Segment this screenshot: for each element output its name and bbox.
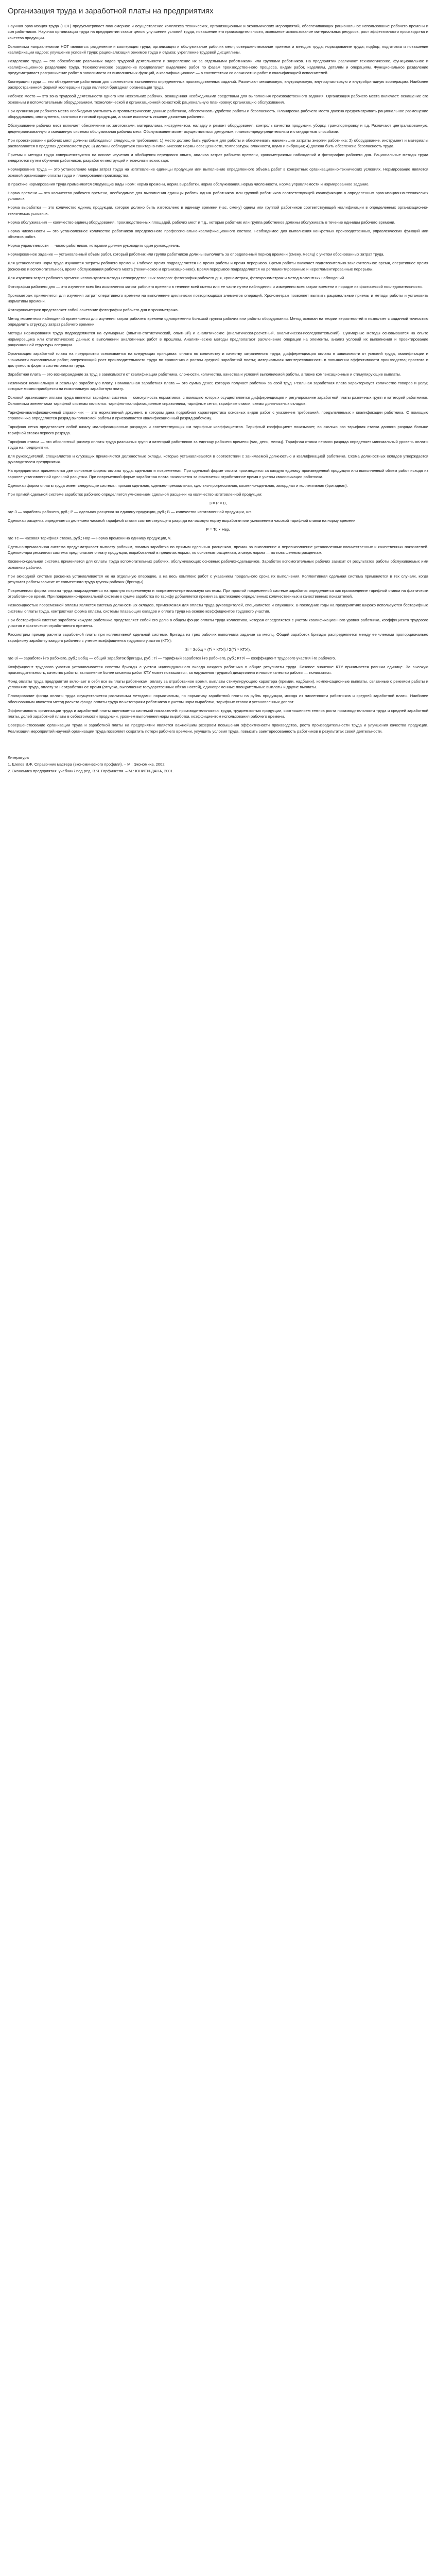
paragraph: Тарифно-квалификационный справочник — это нормативный документ, в котором дана подробная характеристика основных видов работ с указанием требований, предъявляемых к квалификации работника. С помощью справочника определяется разряд выполняемой работы и присваивается квалификационный разряд рабочему. xyxy=(8,410,428,421)
paragraph: Рассмотрим пример расчета заработной платы при коллективной сдельной системе. Бригада из трех рабочих выполнила задание за месяц. Общий заработок бригады распределяется между ее членами пропорционально тарифному заработку каждого рабочего с учетом коэффициента трудового участия (КТУ): xyxy=(8,632,428,643)
paragraph: Тарифная ставка — это абсолютный размер оплаты труда различных групп и категорий работников за единицу рабочего времени (час, день, месяц). Тарифная ставка первого разряда определяет минимальный уровень оплаты труда на предприятии. xyxy=(8,439,428,450)
paragraph: Коэффициент трудового участия устанавливается советом бригады с учетом индивидуального вклада каждого работника в общие результаты труда. Базовое значение КТУ принимается равным единице. За высокую производительность, качество работы, выполнение более сложных работ КТУ может повышаться, за нарушения трудовой дисциплины и низкое качество работы — понижаться. xyxy=(8,664,428,675)
paragraph: Норма численности — это установленное количество работников определенного профессионально-квалификационного состава, необходимое для выполнения конкретных производственных, управленческих функций или объемов работ. xyxy=(8,228,428,240)
paragraph: Кооперация труда — это объединение работников для совместного выполнения определенных производственных заданий. Различают межцеховую, внутрицеховую, внутриучастковую и внутрибригадную кооперацию. Наиболее распространенной формой кооперации труда является бригадная организация труда. xyxy=(8,79,428,90)
paragraph: Фотохронометраж представляет собой сочетание фотографии рабочего дня и хронометража. xyxy=(8,307,179,312)
paragraph: Косвенно-сдельная система применяется для оплаты труда вспомогательных рабочих, обслуживающих основных рабочих-сдельщиков. Заработок вспомогательных рабочих зависит от результатов работы обслуживаемых ими основных рабочих. xyxy=(8,559,428,570)
paragraph: Норма управляемости — число работников, которыми должен руководить один руководитель. xyxy=(8,243,180,248)
paragraph: При организации рабочего места необходимо учитывать антропометрические данные работника, обеспечивать удобство работы и безопасность. Планировка рабочего места должна предусматривать рациональное размещение оборудования, инструмента, заготовок и готовой продукции, а также исключать лишние движения рабочего. xyxy=(8,108,428,120)
paragraph: Нормированное задание — установленный объем работ, который работник или группа работников должны выполнить за определенный период времени (смену, месяц) с учетом обоснованных затрат труда. xyxy=(8,252,385,257)
paragraph: Основными направлениями НОТ являются: разделение и кооперация труда; организация и обслуживание рабочих мест; совершенствование приемов и методов труда; нормирование труда; подбор, подготовка и повышение квалификации кадров; улучшение условий труда; рационализация режимов труда и отдыха; укрепление трудовой дисциплины. xyxy=(8,44,428,55)
document xyxy=(0,0,436,786)
paragraph: При бестарифной системе заработок каждого работника представляет собой его долю в общем фонде оплаты труда коллектива, которая определяется с учетом квалификационного уровня работника, коэффициента трудового участия и фактически отработанного времени. xyxy=(8,617,428,629)
paragraph: Норма обслуживания — количество единиц оборудования, производственных площадей, рабочих мест и т.д., которые работник или группа работников должны обслуживать в течение единицы рабочего времени. xyxy=(8,219,395,225)
page-title: Организация труда и заработной платы на предприятиях xyxy=(8,7,214,15)
paragraph: Совершенствование организации труда и заработной платы на предприятии является важнейшим резервом повышения эффективности производства, роста производительности труда и улучшения качества продукции. Реализация мероприятий научной организации труда позволяет сократить потери рабочего времени, улучшить условия труда, повысить заинтересованность работников в результатах своей деятельности. xyxy=(8,723,428,734)
literature-heading: Литература xyxy=(8,755,29,760)
paragraph: где Тс — часовая тарифная ставка, руб.; Нвр — норма времени на единицу продукции, ч. xyxy=(8,535,171,540)
paragraph: Различают номинальную и реальную заработную плату. Номинальная заработная плата — это сумма денег, которую получает работник за свой труд. Реальная заработная плата характеризует количество товаров и услуг, которые можно приобрести на номинальную заработную плату. xyxy=(8,380,428,392)
paragraph: Сдельно-премиальная система предусматривает выплату рабочим, помимо заработка по прямым сдельным расценкам, премии за выполнение и перевыполнение установленных количественных и качественных показателей. Сдельно-прогрессивная система предполагает оплату продукции, выработанной в пределах нормы, по основным расценкам, а сверх нормы — по повышенным расценкам. xyxy=(8,544,428,555)
paragraph: При проектировании рабочих мест должны соблюдаться следующие требования: 1) место должно быть удобным для работы и обеспечивать наименьшие затраты энергии работника; 2) оборудование, инструмент и материалы располагаются в пределах досягаемости рук; 3) должны соблюдаться санитарно-гигиенические нормы освещенности, температуры, влажности, шума и вибрации; 4) должна быть обеспечена безопасность труда. xyxy=(8,138,428,149)
paragraph: Основой организации оплаты труда является тарифная система — совокупность нормативов, с помощью которых осуществляется дифференциация и регулирование заработной платы различных групп и категорий работников. Основными элементами тарифной системы являются: тарифно-квалификационные справочники, тарифные сетки, тарифные ставки, схемы должностных окладов. xyxy=(8,395,428,406)
paragraph: Метод моментных наблюдений применяется для изучения затрат рабочего времени одновременно большой группы рабочих или работы оборудования. Метод основан на теории вероятностей и позволяет с заданной точностью определить структуру затрат рабочего времени. xyxy=(8,316,428,327)
paragraph: Норма выработки — это количество единиц продукции, которое должно быть изготовлено в единицу времени (час, смену) одним или группой работников соответствующей квалификации в определенных организационно-технических условиях. xyxy=(8,205,428,216)
paragraph: При аккордной системе расценка устанавливается не на отдельную операцию, а на весь комплекс работ с указанием предельного срока их выполнения. Коллективная сдельная система применяется в тех случаях, когда результат работы зависит от совместного труда группы рабочих (бригады). xyxy=(8,573,428,584)
paragraph: Фонд оплаты труда предприятия включает в себя все выплаты работникам: оплату за отработанное время, выплаты стимулирующего характера (премии, надбавки), компенсационные выплаты, связанные с режимом работы и условиями труда, оплату за неотработанное время (отпуска, выполнение государственных обязанностей), единовременные поощрительные выплаты и другие выплаты. xyxy=(8,679,428,690)
literature-section xyxy=(8,755,428,774)
paragraph: Норма времени — это количество рабочего времени, необходимое для выполнения единицы работы одним работником или группой работников соответствующей квалификации в определенных организационно-технических условиях. xyxy=(8,190,428,201)
paragraph: Сдельная форма оплаты труда имеет следующие системы: прямая сдельная, сдельно-премиальная, сдельно-прогрессивная, косвенно-сдельная, аккордная и коллективная (бригадная). xyxy=(8,483,348,488)
paragraph: Научная организация труда (НОТ) предусматривает планомерное и осуществление комплекса технических, организационных и экономических мероприятий, обеспечивающих рациональное использование рабочего времени и сил работников. Научная организация труда на предприятии ставит целью улучшение условий труда, повышение его производительности, экономное использование материальных ресурсов, рост эффективности производства и качества продукции. xyxy=(8,24,428,40)
literature-item: 1. Шилов В.Ф. Справочник мастера (экономического профиля). – М.: Экономика, 2002. xyxy=(8,762,166,767)
paragraph: где Зi — заработок i-го рабочего, руб.; Зобщ — общий заработок бригады, руб.; Тi — тарифный заработок i-го рабочего, руб.; КТУi — коэффициент трудового участия i-го рабочего. xyxy=(8,655,336,660)
formula: Р = Тс × Нвр, xyxy=(206,527,230,532)
paragraph: Хронометраж применяется для изучения затрат оперативного времени на выполнение циклически повторяющихся элементов операций. Хронометраж позволяет выявить рациональные приемы и методы работы и установить нормативы времени. xyxy=(8,293,428,303)
document-body xyxy=(8,23,428,734)
paragraph: Для руководителей, специалистов и служащих применяются должностные оклады, которые устанавливаются в соответствии с занимаемой должностью и квалификацией работника. Схема должностных окладов утверждается руководителем предприятия. xyxy=(8,453,428,465)
paragraph: При прямой сдельной системе заработок рабочего определяется умножением сдельной расценки на количество изготовленной продукции: xyxy=(8,492,263,497)
paragraph: Методы нормирования труда подразделяются на суммарные (опытно-статистический, опытный) и аналитические (аналитически-расчетный, аналитически-исследовательский). Суммарные методы основываются на опыте нормировщика или статистических данных о выполнении аналогичных работ в прошлом. Аналитические методы предполагают расчленение операции на элементы, анализ условий их выполнения и проектирование рациональной структуры операции. xyxy=(8,331,428,348)
paragraph: Фотография рабочего дня — это изучение всех без исключения затрат рабочего времени в течение всей смены или ее части путем наблюдения и измерения всех затрат времени в порядке их фактической последовательности. xyxy=(8,284,423,289)
paragraph: На предприятиях применяются две основные формы оплаты труда: сдельная и повременная. При сдельной форме оплата производится за каждую единицу произведенной продукции или выполненный объем работ исходя из заранее установленной сдельной расценки. При повременной форме заработная плата начисляется за фактически отработанное время с учетом квалификации работника. xyxy=(8,468,428,479)
paragraph: Разновидностью повременной оплаты является система должностных окладов, применяемая для оплаты труда руководителей, специалистов и служащих. В последние годы на предприятиях широко используются бестарифные системы оплаты труда, контрактная форма оплаты, системы плавающих окладов и оплата труда на основе коэффициентов трудового участия. xyxy=(8,603,428,614)
paragraph: Организация заработной платы на предприятии основывается на следующих принципах: оплата по количеству и качеству затраченного труда; дифференциация оплаты в зависимости от условий труда, квалификации и значимости выполняемых работ; опережающий рост производительности труда по сравнению с ростом средней заработной платы; материальная заинтересованность в повышении эффективности производства; простота и доступность форм и систем оплаты труда. xyxy=(8,351,428,368)
paragraph: Для изучения затрат рабочего времени используются методы непосредственных замеров: фотография рабочего дня, хронометраж, фотохронометраж и метод моментных наблюдений. xyxy=(8,275,345,280)
paragraph: Приемы и методы труда совершенствуются на основе изучения и обобщения передового опыта, анализа затрат рабочего времени, хронометражных наблюдений и фотографии рабочего дня. Рациональные методы труда внедряются путем обучения работников, разработки инструкций и технологических карт. xyxy=(8,152,428,163)
paragraph: Разделение труда — это обособление различных видов трудовой деятельности и закрепление их за отдельными работниками или группами работников. На предприятии различают технологическое, функциональное и квалификационное разделение труда. Технологическое разделение предполагает выделение работ по фазам производственного процесса, видам работ, изделиям, деталям и операциям. Функциональное разделение предусматривает разграничение работ в зависимости от выполняемых функций, а квалификационное — в соответствии со сложностью работ и квалификацией исполнителей. xyxy=(8,59,428,76)
paragraph: Сдельная расценка определяется делением часовой тарифной ставки соответствующего разряда на часовую норму выработки или умножением часовой тарифной ставки на норму времени: xyxy=(8,518,357,523)
formula: Зi = Зобщ × (Тi × КТУi) / Σ(Тi × КТУi), xyxy=(185,647,251,652)
paragraph: Планирование фонда оплаты труда осуществляется различными методами: нормативным, по нормативу заработной платы на рубль продукции, исходя из численности работников и средней заработной платы. Наиболее обоснованным является метод расчета фонда оплаты труда по категориям работников с учетом норм выработки, тарифных ставок и установленных доплат. xyxy=(8,693,428,704)
paragraph: Обслуживание рабочих мест включает обеспечение их заготовками, материалами, инструментом, наладку и ремонт оборудования, контроль качества продукции, уборку, транспортировку и т.д. Различают централизованную, децентрализованную и смешанную системы обслуживания рабочих мест. Обслуживание может осуществляться дежурным, планово-предупредительным и стандартным способами. xyxy=(8,123,428,134)
paragraph: Заработная плата — это вознаграждение за труд в зависимости от квалификации работника, сложности, количества, качества и условий выполняемой работы, а также компенсационные и стимулирующие выплаты. xyxy=(8,371,402,377)
paragraph: Нормирование труда — это установление меры затрат труда на изготовление единицы продукции или выполнение определенного объема работ в конкретных организационно-технических условиях. Нормирование является основой организации оплаты труда и планирования производства. xyxy=(8,167,428,178)
paragraph: В практике нормирования труда применяются следующие виды норм: норма времени, норма выработки, норма обслуживания, норма численности, норма управляемости и нормированное задание. xyxy=(8,181,370,187)
literature-item: 2. Экономика предприятия: учебник / под ред. В.Я. Горфинкеля. – М.: ЮНИТИ-ДАНА, 2001. xyxy=(8,769,174,774)
paragraph: Повременная форма оплаты труда подразделяется на простую повременную и повременно-премиальную системы. При простой повременной системе заработок определяется как произведение тарифной ставки на фактически отработанное время. При повременно-премиальной системе к сумме заработка по тарифу добавляется премия за достижение определенных количественных и качественных показателей. xyxy=(8,588,428,599)
paragraph: Эффективность организации труда и заработной платы оценивается системой показателей: производительностью труда, трудоемкостью продукции, соотношением темпов роста производительности труда и средней заработной платы, долей заработной платы в себестоимости продукции, уровнем выполнения норм выработки, коэффициентом использования рабочего времени. xyxy=(8,708,428,719)
paragraph: Тарифная сетка представляет собой шкалу квалификационных разрядов и соответствующих им тарифных коэффициентов. Тарифный коэффициент показывает, во сколько раз тарифная ставка данного разряда больше тарифной ставки первого разряда. xyxy=(8,425,428,435)
paragraph: Для установления норм труда изучаются затраты рабочего времени. Рабочее время подразделяется на время работы и время перерывов. Время работы включает подготовительно-заключительное время, оперативное время (основное и вспомогательное), время обслуживания рабочего места (техническое и организационное). Время перерывов подразделяется на регламентированные и нерегламентированные перерывы. xyxy=(8,261,428,272)
paragraph: Рабочее место — это зона трудовой деятельности одного или нескольких рабочих, оснащенная необходимыми средствами для выполнения производственного задания. Организация рабочего места включает: оснащение его основным и вспомогательным оборудованием, технологической и организационной оснасткой; рациональную планировку; организацию обслуживания. xyxy=(8,94,428,105)
formula: З = Р × В, xyxy=(209,500,227,505)
paragraph: где З — заработок рабочего, руб.; Р — сдельная расценка за единицу продукции, руб.; В — количество изготовленной продукции, шт. xyxy=(8,509,252,514)
